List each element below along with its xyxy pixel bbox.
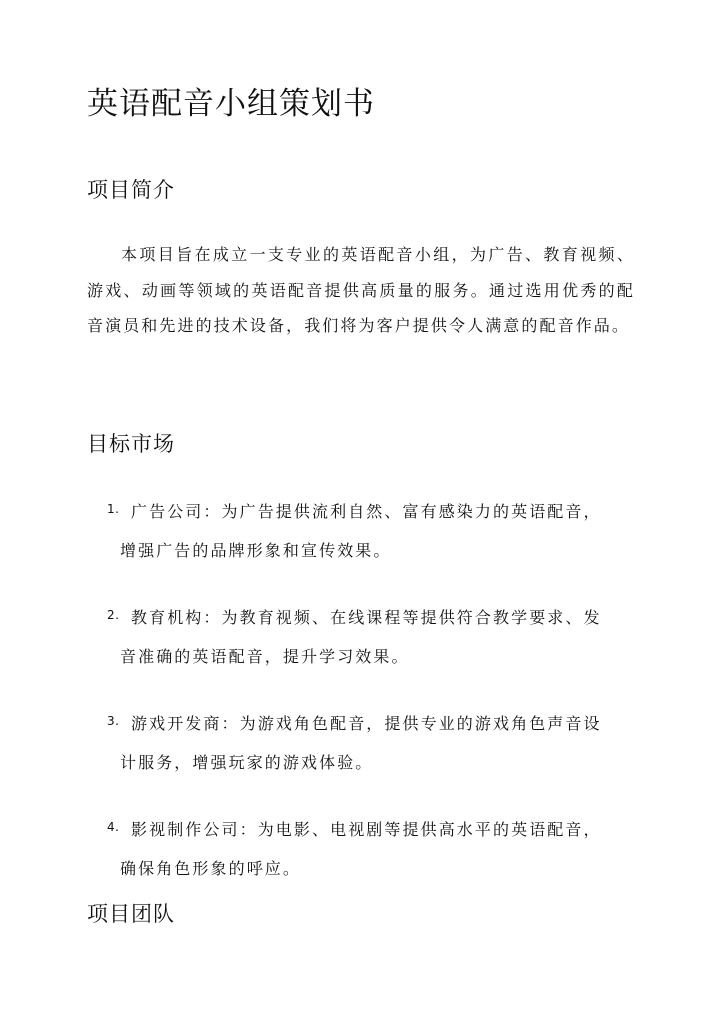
list-item-line: 教育机构：为教育视频、在线课程等提供符合教学要求、发: [131, 608, 602, 627]
list-item: [0, 703, 720, 809]
intro-paragraph: 本项目旨在成立一支专业的英语配音小组，为广告、教育视频、游戏、动画等领域的英语配音提供高质量的服务。通过选用优秀的配音演员和先进的技术设备，我们将为客户提供令人满意的配音作品。: [87, 245, 635, 335]
section-heading-team: 项目团队: [87, 902, 175, 926]
list-item-text: [120, 493, 631, 570]
list-item: [0, 491, 720, 597]
list-item-number: 3.: [107, 714, 120, 728]
list-item-line: 确保角色形象的呼应。: [120, 858, 302, 878]
list-item-number: 1.: [107, 502, 120, 516]
list-item-text: [120, 811, 631, 888]
list-item-line: 游戏开发商：为游戏角色配音，提供专业的游戏角色声音设: [131, 714, 602, 733]
section-heading-market: 目标市场: [87, 432, 175, 456]
list-item-line: 音准确的英语配音，提升学习效果。: [120, 646, 410, 666]
list-item-text: [120, 705, 631, 782]
target-market-list: [0, 491, 720, 915]
list-item-number: 4.: [107, 820, 120, 834]
list-item: [0, 597, 720, 703]
section-heading-intro: 项目简介: [87, 178, 175, 202]
list-item-line: 计服务，增强玩家的游戏体验。: [120, 752, 374, 772]
list-item-line: 影视制作公司：为电影、电视剧等提供高水平的英语配音，: [131, 820, 602, 839]
list-item-line: 广告公司：为广告提供流利自然、富有感染力的英语配音，: [131, 502, 602, 521]
list-item-number: 2.: [107, 608, 120, 622]
list-item-line: 增强广告的品牌形象和宣传效果。: [120, 540, 392, 560]
document-title: 英语配音小组策划书: [87, 86, 375, 122]
list-item-text: [120, 599, 631, 676]
